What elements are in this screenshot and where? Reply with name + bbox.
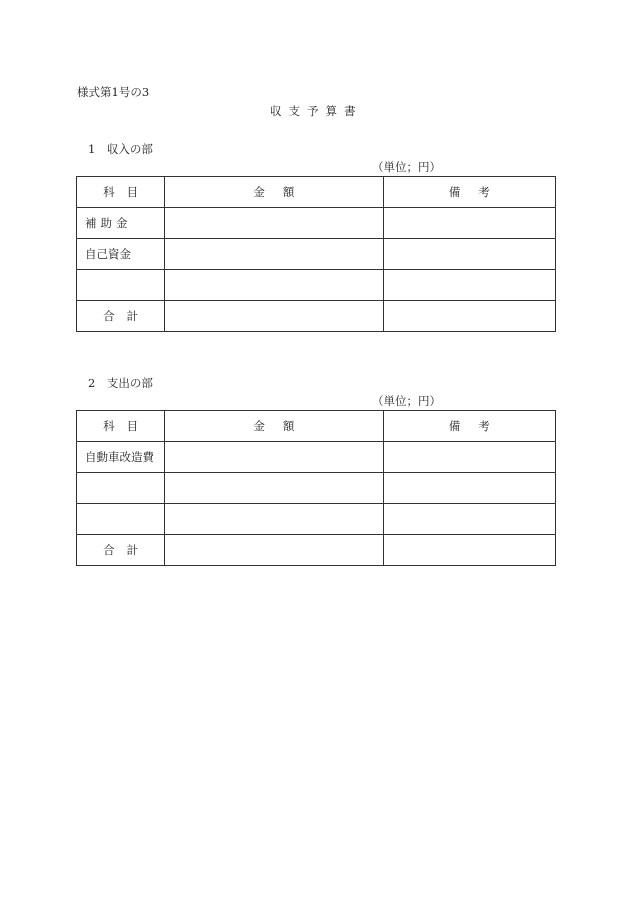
- item-cell[interactable]: [77, 504, 165, 535]
- note-cell[interactable]: [383, 270, 555, 301]
- header-amount: 金額: [165, 411, 383, 442]
- table-header-row: [77, 177, 556, 208]
- table-row: [77, 270, 556, 301]
- total-note-cell[interactable]: [383, 535, 555, 566]
- header-note: 備考: [383, 177, 555, 208]
- header-note: 備考: [383, 411, 555, 442]
- header-item: 科目: [77, 177, 165, 208]
- amount-cell[interactable]: [165, 473, 383, 504]
- note-cell[interactable]: [383, 239, 555, 270]
- expense-section-title: 2 支出の部: [88, 376, 153, 390]
- total-note-cell[interactable]: [383, 301, 555, 332]
- item-cell[interactable]: [77, 473, 165, 504]
- amount-cell[interactable]: [165, 442, 383, 473]
- item-cell[interactable]: [77, 270, 165, 301]
- table-row: [77, 239, 556, 270]
- table-row: [77, 442, 556, 473]
- form-number: 様式第1号の3: [77, 85, 150, 99]
- item-cell: 補助金: [77, 208, 165, 239]
- total-label: 合計: [77, 535, 165, 566]
- amount-cell[interactable]: [165, 208, 383, 239]
- table-total-row: [77, 535, 556, 566]
- amount-cell[interactable]: [165, 270, 383, 301]
- header-item: 科目: [77, 411, 165, 442]
- expense-table: [76, 410, 556, 566]
- table-header-row: [77, 411, 556, 442]
- note-cell[interactable]: [383, 442, 555, 473]
- table-row: [77, 208, 556, 239]
- table-row: [77, 504, 556, 535]
- income-unit-label: （単位；円）: [372, 160, 441, 174]
- note-cell[interactable]: [383, 208, 555, 239]
- item-cell: 自動車改造費: [77, 442, 165, 473]
- header-amount: 金額: [165, 177, 383, 208]
- total-amount-cell[interactable]: [165, 535, 383, 566]
- table-total-row: [77, 301, 556, 332]
- total-amount-cell[interactable]: [165, 301, 383, 332]
- income-section-title: 1 収入の部: [88, 142, 153, 156]
- amount-cell[interactable]: [165, 504, 383, 535]
- amount-cell[interactable]: [165, 239, 383, 270]
- note-cell[interactable]: [383, 504, 555, 535]
- expense-unit-label: （単位；円）: [372, 394, 441, 408]
- note-cell[interactable]: [383, 473, 555, 504]
- document-title: 収支予算書: [270, 104, 363, 118]
- item-cell: 自己資金: [77, 239, 165, 270]
- income-table: [76, 176, 556, 332]
- table-row: [77, 473, 556, 504]
- total-label: 合計: [77, 301, 165, 332]
